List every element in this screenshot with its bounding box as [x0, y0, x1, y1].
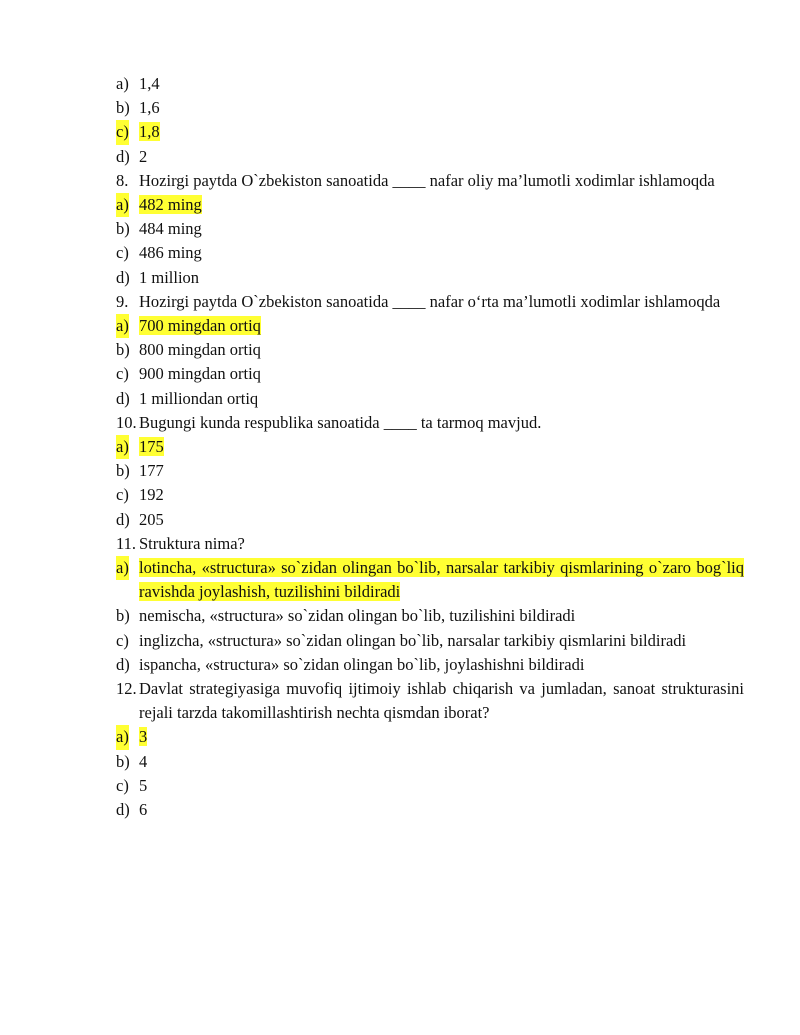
option-text: 1,8: [139, 122, 160, 142]
option-text: 1,4: [139, 74, 160, 93]
option-text: 1 milliondan ortiq: [139, 388, 259, 408]
q12-option-c: [116, 774, 744, 798]
option-prev-a: [116, 72, 744, 96]
q12-option-a-correct: [116, 725, 744, 749]
q8-option-c: [116, 241, 744, 265]
option-label: c): [116, 120, 129, 144]
quiz-content: [116, 72, 744, 822]
option-label: c): [116, 243, 129, 263]
option-text: 6: [139, 800, 148, 820]
q9-option-b: [116, 338, 744, 362]
option-label: c): [116, 485, 129, 505]
question-number: 10.: [116, 412, 137, 432]
option-text: lotincha, «structura» so`zidan olingan bo`lib, narsalar tarkibiy qismlarining o`zaro bog`liq ravishda joylashish, tuzilishini bildiradi: [139, 558, 744, 602]
question-12: [116, 677, 744, 725]
option-label: b): [116, 340, 130, 360]
option-label: c): [116, 775, 129, 795]
option-label: d): [116, 800, 130, 820]
q10-option-d: [116, 508, 744, 532]
question-text: Struktura nima?: [139, 533, 245, 553]
question-11: [116, 532, 744, 556]
q11-option-a-correct: [116, 556, 744, 604]
option-text: 177: [139, 461, 164, 481]
q8-option-d: [116, 266, 744, 290]
option-text: 700 mingdan ortiq: [139, 316, 261, 336]
option-text: 1 million: [139, 267, 200, 287]
option-label: a): [116, 725, 129, 749]
option-text: 486 ming: [139, 243, 202, 263]
question-number: 8.: [116, 170, 129, 190]
q8-option-a-correct: [116, 193, 744, 217]
question-9: [116, 290, 744, 314]
q9-option-c: [116, 362, 744, 386]
q10-option-a-correct: [116, 435, 744, 459]
option-text: 175: [139, 437, 164, 457]
option-text: 5: [139, 775, 148, 795]
option-prev-c-correct: [116, 120, 744, 144]
question-number: 12.: [116, 679, 137, 699]
option-label: d): [116, 654, 130, 674]
option-label: d): [116, 146, 130, 166]
option-label: a): [116, 314, 129, 338]
question-text: Bugungi kunda respublika sanoatida ____ ta tarmoq mavjud.: [139, 412, 542, 432]
option-text: inglizcha, «structura» so`zidan olingan bo`lib, narsalar tarkibiy qismlarini bildiradi: [139, 630, 687, 650]
q8-option-b: [116, 217, 744, 241]
option-prev-b: [116, 96, 744, 120]
option-text: 1,6: [139, 98, 160, 118]
question-number: 11.: [116, 533, 137, 553]
q11-option-b: [116, 604, 744, 628]
option-text: ispancha, «structura» so`zidan olingan bo`lib, joylashishni bildiradi: [139, 654, 585, 674]
option-prev-d: [116, 145, 744, 169]
option-text: 2: [139, 146, 148, 166]
q10-option-b: [116, 459, 744, 483]
option-label: a): [116, 556, 129, 580]
question-text: Hozirgi paytda O`zbekiston sanoatida ____ nafar o‘rta ma’lumotli xodimlar ishlamoqda: [139, 291, 721, 311]
option-label: a): [116, 435, 129, 459]
q10-option-c: [116, 483, 744, 507]
option-text: 800 mingdan ortiq: [139, 340, 261, 360]
option-label: b): [116, 219, 130, 239]
option-label: d): [116, 388, 130, 408]
q9-option-d: [116, 387, 744, 411]
option-label: b): [116, 606, 130, 626]
option-label: c): [116, 630, 129, 650]
question-number: 9.: [116, 291, 129, 311]
option-label: a): [116, 74, 129, 93]
option-text: 3: [139, 727, 148, 747]
option-text: 484 ming: [139, 219, 202, 239]
option-text: 482 ming: [139, 195, 202, 215]
option-label: b): [116, 751, 130, 771]
option-label: d): [116, 267, 130, 287]
question-text: Davlat strategiyasiga muvofiq ijtimoiy ishlab chiqarish va jumladan, sanoat strukturasini rejali tarzda takomillashtirish nechta qismdan iborat?: [139, 679, 744, 723]
option-label: c): [116, 364, 129, 384]
question-10: [116, 411, 744, 435]
q12-option-d: [116, 798, 744, 822]
option-text: nemischa, «structura» so`zidan olingan bo`lib, tuzilishini bildiradi: [139, 606, 576, 626]
q11-option-d: [116, 653, 744, 677]
option-label: d): [116, 509, 130, 529]
option-label: b): [116, 98, 130, 118]
option-text: 205: [139, 509, 164, 529]
question-8: [116, 169, 744, 193]
option-label: a): [116, 193, 129, 217]
q11-option-c: [116, 629, 744, 653]
option-text: 4: [139, 751, 148, 771]
option-text: 192: [139, 485, 164, 505]
option-label: b): [116, 461, 130, 481]
option-text: 900 mingdan ortiq: [139, 364, 261, 384]
q9-option-a-correct: [116, 314, 744, 338]
question-text: Hozirgi paytda O`zbekiston sanoatida ____ nafar oliy ma’lumotli xodimlar ishlamoqda: [139, 170, 715, 190]
q12-option-b: [116, 750, 744, 774]
